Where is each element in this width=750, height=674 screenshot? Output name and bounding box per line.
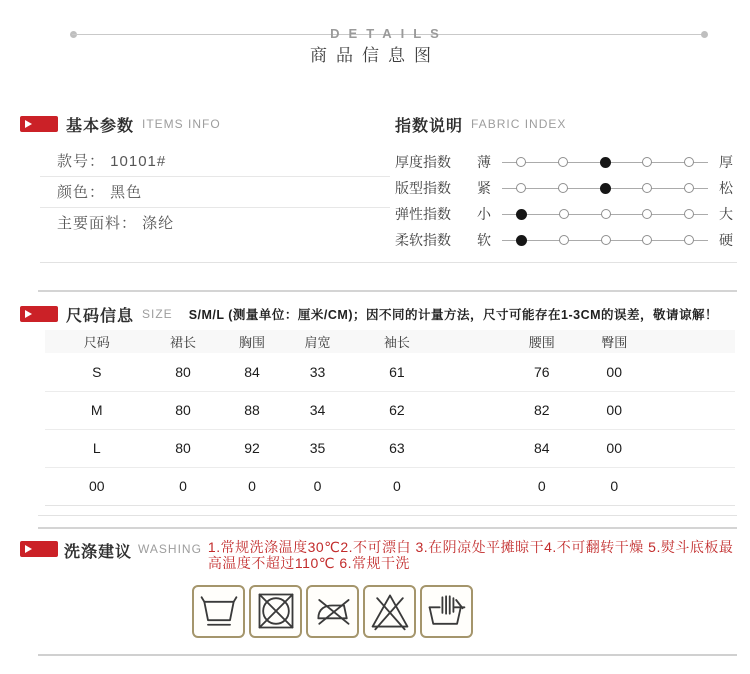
index-label: 版型指数 <box>395 180 451 196</box>
size-table <box>45 330 735 506</box>
table-cell: 92 <box>218 429 287 467</box>
table-cell: 00 <box>580 429 649 467</box>
table-spacer-cell <box>649 391 735 429</box>
table-row <box>45 391 735 429</box>
section-divider-line <box>38 290 737 292</box>
table-spacer-cell <box>649 353 735 391</box>
index-dot-icon <box>642 183 652 193</box>
table-header-cell: 袖长 <box>349 330 446 353</box>
table-header-row <box>45 330 735 353</box>
table-spacer-cell <box>649 429 735 467</box>
washing-instructions: 1.常规洗涤温度30℃2.不可漂白 3.在阴凉处平摊晾干4.不可翻转干燥 5.熨斗底板最高温度不超过110℃ 6.常规干洗 <box>207 538 734 571</box>
index-max-label: 大 <box>719 206 733 222</box>
red-flag-icon <box>20 116 58 132</box>
basic-params-header <box>20 114 395 134</box>
section-divider-line <box>38 515 737 516</box>
table-cell: L <box>45 429 149 467</box>
washing-section <box>20 539 737 638</box>
index-scale <box>502 183 708 194</box>
size-header <box>20 304 735 324</box>
fabric-index-row <box>395 149 735 175</box>
section-subtitle: SIZE <box>142 307 173 321</box>
red-flag-icon <box>20 541 58 557</box>
table-cell: 00 <box>580 353 649 391</box>
fabric-index-section <box>395 114 735 262</box>
table-header-cell: 尺码 <box>45 330 149 353</box>
index-dot-icon <box>601 209 611 219</box>
fabric-index-header <box>395 114 735 134</box>
care-icons-row <box>192 585 737 638</box>
index-dot-icon <box>516 157 526 167</box>
fabric-index-row <box>395 201 735 227</box>
size-table-head <box>45 330 735 353</box>
basic-item: 颜色： 黑色 <box>40 177 390 208</box>
size-table-body <box>45 353 735 505</box>
index-dot-icon <box>642 209 652 219</box>
index-min-label: 小 <box>477 206 491 222</box>
index-dot-icon <box>684 209 694 219</box>
table-cell: 62 <box>349 391 446 429</box>
section-title: 指数说明 <box>395 117 464 135</box>
table-cell: 76 <box>504 353 580 391</box>
table-spacer-cell <box>649 330 735 353</box>
section-subtitle: FABRIC INDEX <box>471 117 567 131</box>
play-triangle-icon <box>25 120 32 128</box>
index-scale <box>502 209 708 220</box>
washing-header <box>20 539 737 572</box>
basic-params-section <box>20 114 395 262</box>
table-row <box>45 467 735 505</box>
index-min-label: 紧 <box>477 180 491 196</box>
table-cell: 61 <box>349 353 446 391</box>
table-spacer-cell <box>445 467 504 505</box>
play-triangle-icon <box>25 545 32 553</box>
table-cell: 80 <box>149 353 218 391</box>
index-max-label: 厚 <box>719 154 733 170</box>
index-dot-icon <box>559 235 569 245</box>
table-header-cell: 臀围 <box>580 330 649 353</box>
page-title: 商品信息图 <box>310 46 440 65</box>
table-cell: 00 <box>45 467 149 505</box>
index-dot-filled-icon <box>600 157 611 168</box>
table-cell: 00 <box>580 391 649 429</box>
care-icon-box <box>249 585 302 638</box>
no-iron-icon <box>311 589 355 633</box>
basic-item: 款号： 10101# <box>40 146 390 177</box>
index-dot-icon <box>558 183 568 193</box>
table-cell: 0 <box>504 467 580 505</box>
play-triangle-icon <box>25 310 32 318</box>
index-max-label: 硬 <box>719 232 733 248</box>
table-cell: 35 <box>287 429 349 467</box>
section-divider-line <box>40 262 737 263</box>
index-dot-filled-icon <box>600 183 611 194</box>
index-dot-icon <box>516 183 526 193</box>
section-title: 基本参数 <box>66 117 135 135</box>
table-spacer-cell <box>649 467 735 505</box>
table-cell: 0 <box>149 467 218 505</box>
no-bleach-icon <box>368 589 412 633</box>
table-spacer-cell <box>445 353 504 391</box>
section-subtitle: WASHING <box>138 541 202 556</box>
table-cell: 84 <box>218 353 287 391</box>
index-scale <box>502 235 708 246</box>
section-title: 洗涤建议 <box>64 543 133 561</box>
details-banner <box>72 27 706 41</box>
table-cell: 0 <box>580 467 649 505</box>
table-row <box>45 353 735 391</box>
hand-wash-icon <box>425 589 469 633</box>
table-cell: 33 <box>287 353 349 391</box>
no-tumble-dry-icon <box>254 589 298 633</box>
table-cell: 63 <box>349 429 446 467</box>
table-cell: 82 <box>504 391 580 429</box>
fabric-index-row <box>395 227 735 253</box>
index-dot-icon <box>558 157 568 167</box>
table-cell: 0 <box>349 467 446 505</box>
table-header-cell: 胸围 <box>218 330 287 353</box>
index-dot-icon <box>642 235 652 245</box>
care-icon-box <box>420 585 473 638</box>
size-section <box>20 304 735 506</box>
index-dot-icon <box>684 235 694 245</box>
index-label: 弹性指数 <box>395 206 451 222</box>
table-cell: 80 <box>149 429 218 467</box>
table-cell: M <box>45 391 149 429</box>
index-dot-icon <box>601 235 611 245</box>
index-min-label: 软 <box>477 232 491 248</box>
index-min-label: 薄 <box>477 154 491 170</box>
care-icon-box <box>363 585 416 638</box>
table-row <box>45 429 735 467</box>
table-spacer-cell <box>445 429 504 467</box>
bottom-divider-line <box>38 654 737 656</box>
table-cell: 0 <box>287 467 349 505</box>
index-label: 柔软指数 <box>395 232 451 248</box>
table-cell: 0 <box>218 467 287 505</box>
index-dot-filled-icon <box>516 209 527 220</box>
table-spacer-cell <box>445 330 504 353</box>
index-dot-icon <box>559 209 569 219</box>
section-title: 尺码信息 <box>66 307 135 325</box>
table-cell: 84 <box>504 429 580 467</box>
index-label: 厚度指数 <box>395 154 451 170</box>
size-note: S/M/L (测量单位：厘米/CM)；因不同的计量方法，尺寸可能存在1-3CM的误差，敬请谅解！ <box>188 308 719 322</box>
basic-item: 主要面料： 涤纶 <box>57 215 175 232</box>
table-cell: 34 <box>287 391 349 429</box>
section-basic-and-index <box>20 114 735 262</box>
table-spacer-cell <box>445 391 504 429</box>
table-header-cell: 裙长 <box>149 330 218 353</box>
red-flag-icon <box>20 306 58 322</box>
index-max-label: 松 <box>719 180 733 196</box>
index-dot-icon <box>684 183 694 193</box>
table-cell: S <box>45 353 149 391</box>
index-dot-filled-icon <box>516 235 527 246</box>
index-scale <box>502 157 708 168</box>
care-icon-box <box>306 585 359 638</box>
section-subtitle: ITEMS INFO <box>142 117 221 131</box>
table-cell: 88 <box>218 391 287 429</box>
index-dot-icon <box>642 157 652 167</box>
table-cell: 80 <box>149 391 218 429</box>
table-header-cell: 腰围 <box>504 330 580 353</box>
basic-items <box>40 146 390 239</box>
index-dot-icon <box>684 157 694 167</box>
fabric-index-row <box>395 175 735 201</box>
care-icon-box <box>192 585 245 638</box>
details-title: DETAILS <box>330 26 448 41</box>
section-divider-line <box>38 527 737 529</box>
table-header-cell: 肩宽 <box>287 330 349 353</box>
machine-wash-icon <box>197 589 241 633</box>
fabric-index-rows <box>395 149 735 253</box>
